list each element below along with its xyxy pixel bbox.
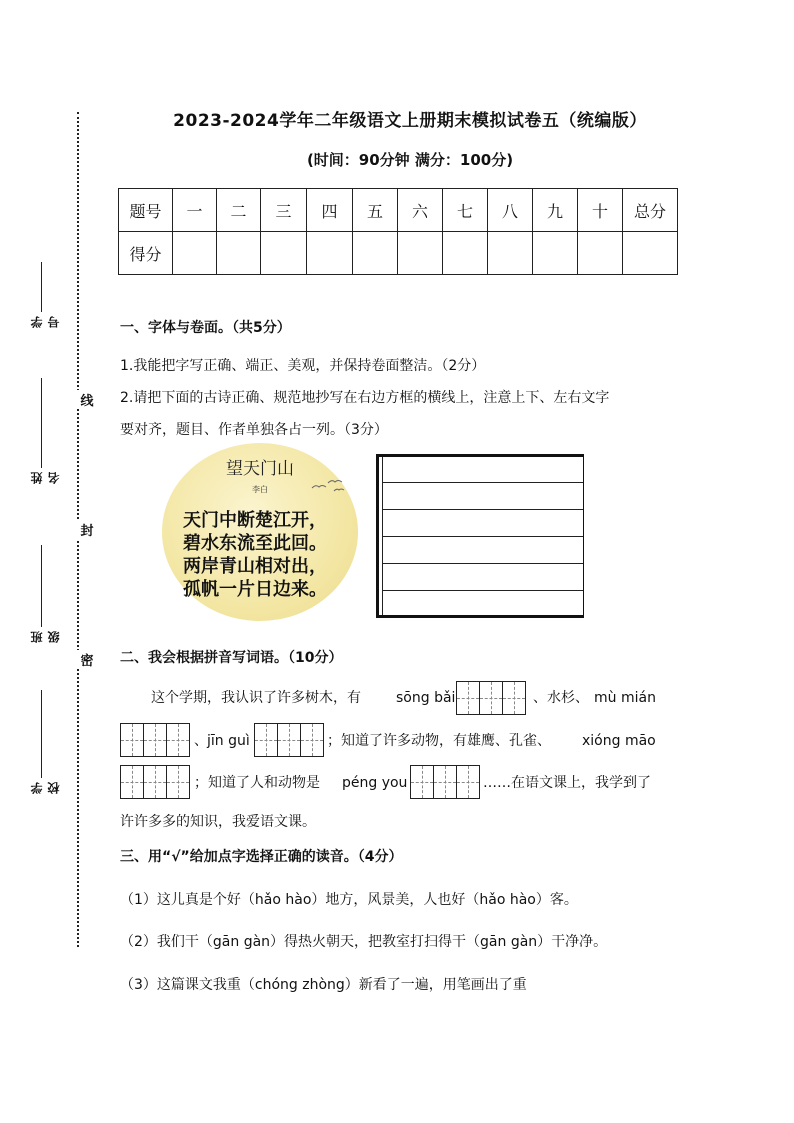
score-col-7: 七 — [443, 189, 488, 232]
poem-title: 望天门山 — [226, 459, 294, 479]
score-cell[interactable] — [353, 232, 398, 275]
score-col-4: 四 — [307, 189, 353, 232]
exam-title: 2023-2024学年二年级语文上册期末模拟试卷五（统编版） — [173, 111, 647, 131]
section3-question3: （3）这篇课文我重（chóng zhòng）新看了一遍，用笔画出了重 — [120, 977, 527, 993]
answer-grid-peng-you[interactable] — [410, 765, 480, 799]
score-col-8: 八 — [488, 189, 533, 232]
copy-line — [382, 536, 583, 537]
score-cell[interactable] — [578, 232, 623, 275]
poem-line-3: 两岸青山相对出， — [183, 556, 327, 577]
binding-mark-seal: 封 — [77, 520, 97, 539]
section3-heading: 三、用“√”给加点字选择正确的读音。（4分） — [120, 849, 403, 865]
score-cell[interactable] — [173, 232, 217, 275]
score-cell[interactable] — [488, 232, 533, 275]
poem-line-1: 天门中断楚江开， — [183, 510, 327, 531]
section2-text-7: 许许多多的知识，我爱语文课。 — [120, 814, 316, 830]
score-col-5: 五 — [353, 189, 398, 232]
poem-line-2: 碧水东流至此回。 — [183, 533, 327, 554]
binding-mark-secret: 密 — [77, 650, 97, 669]
class-label: 班级 — [30, 631, 61, 643]
copy-line — [382, 590, 583, 591]
answer-grid-song-bai[interactable] — [456, 681, 526, 715]
pinyin-mu-mian: mù mián — [594, 690, 656, 706]
section1-question2-line2: 要对齐，题目、作者单独各占一列。（3分） — [120, 422, 388, 438]
score-cell[interactable] — [398, 232, 443, 275]
answer-grid-mu-mian[interactable] — [120, 723, 190, 757]
score-cell[interactable] — [217, 232, 261, 275]
section1-question1: 1.我能把字写正确、端正、美观，并保持卷面整洁。（2分） — [120, 358, 486, 374]
section1-question2-line1: 2.请把下面的古诗正确、规范地抄写在右边方框的横线上，注意上下、左右文字 — [120, 390, 610, 406]
score-cell-total[interactable] — [623, 232, 678, 275]
score-col-2: 二 — [217, 189, 261, 232]
section2-text-3: 、 — [194, 733, 208, 749]
copy-line — [382, 482, 583, 483]
pinyin-xiong-mao: xióng māo — [582, 733, 656, 749]
score-col-10: 十 — [578, 189, 623, 232]
student-number-line — [41, 262, 42, 312]
poem-copy-box[interactable] — [376, 454, 584, 618]
pinyin-song-bai: sōng bǎi — [396, 690, 456, 706]
school-line — [41, 690, 42, 778]
score-col-1: 一 — [173, 189, 217, 232]
copy-line — [382, 563, 583, 564]
section1-heading: 一、字体与卷面。（共5分） — [120, 320, 291, 336]
school-label: 学校 — [30, 782, 61, 794]
section2-text-4: ；知道了许多动物，有雄鹰、孔雀、 — [327, 733, 551, 749]
section2-text-2: 、水杉、 — [533, 690, 589, 706]
score-col-total: 总分 — [623, 189, 678, 232]
class-line — [41, 545, 42, 627]
exam-subtitle: (时间：90分钟 满分：100分) — [306, 151, 514, 169]
poem-line-4: 孤帆一片日边来。 — [183, 579, 327, 600]
score-table — [118, 188, 678, 275]
binding-mark-line: 线 — [77, 390, 97, 409]
score-cell[interactable] — [261, 232, 307, 275]
answer-grid-xiong-mao[interactable] — [120, 765, 190, 799]
student-name-line — [41, 378, 42, 468]
score-col-3: 三 — [261, 189, 307, 232]
answer-grid-jin-gui[interactable] — [254, 723, 324, 757]
score-col-9: 九 — [533, 189, 578, 232]
section2-text-5: ；知道了人和动物是 — [194, 775, 320, 791]
pinyin-jin-gui: jīn guì — [207, 733, 250, 749]
section2-text-6: ……在语文课上，我学到了 — [483, 775, 651, 791]
score-header-label: 题号 — [119, 189, 173, 232]
section3-question1: （1）这儿真是个好（hǎo hào）地方，风景美，人也好（hǎo hào）客。 — [120, 892, 578, 908]
copy-line — [382, 509, 583, 510]
section2-text-1: 这个学期，我认识了许多树木，有 — [151, 690, 361, 706]
section3-question2: （2）我们干（gān gàn）得热火朝天，把教室打扫得干（gān gàn）干净净。 — [120, 934, 608, 950]
score-table-score-row — [119, 232, 678, 275]
score-col-6: 六 — [398, 189, 443, 232]
poem-author: 李白 — [252, 485, 268, 494]
score-table-header-row — [119, 189, 678, 232]
section2-heading: 二、我会根据拼音写词语。（10分） — [120, 650, 343, 666]
student-number-label: 学号 — [30, 316, 61, 328]
score-cell[interactable] — [443, 232, 488, 275]
score-cell[interactable] — [307, 232, 353, 275]
score-cell[interactable] — [533, 232, 578, 275]
score-row-label: 得分 — [119, 232, 173, 275]
student-name-label: 姓名 — [30, 472, 61, 484]
pinyin-peng-you: péng you — [342, 775, 408, 791]
